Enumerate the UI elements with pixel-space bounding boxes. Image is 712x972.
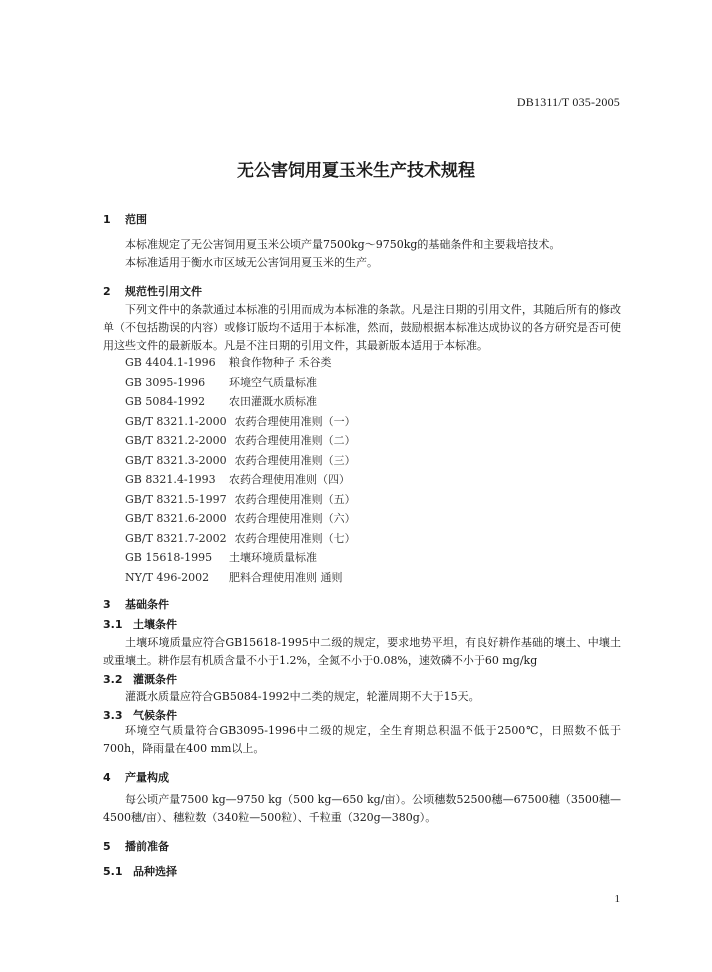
reference-code: GB/T 8321.1-2000: [125, 414, 227, 428]
references-intro-paragraph: 下列文件中的条款通过本标准的引用而成为本标准的条款。凡是注日期的引用文件，其随后所有的修改单（不包括勘误的内容）或修订版均不适用于本标准，然而，鼓励根据本标准达成协议的各方研究是否可使用这些文件的最新版本。凡是不注日期的引用文件，其最新版本适用于本标准。: [103, 303, 621, 352]
section-number: 3.2: [103, 673, 123, 686]
section-4-heading: [103, 769, 169, 785]
section-title: 基础条件: [125, 598, 169, 611]
yield-composition-paragraph: 每公顷产量7500 kg—9750 kg（500 kg—650 kg/亩）。公顷穗数52500穗—67500穗（3500穗—4500穗/亩）、穗粒数（340粒—500粒）、千粒重（320g—380g）。: [103, 793, 621, 824]
section-3-2-heading: [103, 671, 177, 687]
reference-name: 粮食作物种子 禾谷类: [229, 356, 332, 369]
reference-code: GB/T 8321.5-1997: [125, 492, 227, 506]
reference-item: [125, 451, 356, 471]
section-title: 灌溉条件: [133, 673, 177, 686]
reference-item: [125, 412, 356, 432]
section-number: 1: [103, 213, 111, 226]
section-title: 气候条件: [133, 709, 177, 722]
reference-name: 农药合理使用准则（四）: [229, 473, 350, 486]
reference-code: GB 4404.1-1996: [125, 356, 216, 369]
reference-code: GB 8321.4-1993: [125, 473, 216, 486]
reference-name: 环境空气质量标准: [229, 375, 317, 389]
reference-name: 农药合理使用准则（六）: [234, 512, 356, 525]
section-5-heading: [103, 838, 169, 854]
section-3-1-heading: [103, 616, 177, 632]
section-title: 范围: [125, 213, 147, 226]
reference-item: [125, 431, 356, 451]
section-number: 2: [103, 285, 111, 298]
reference-item: [125, 548, 356, 568]
soil-conditions-paragraph: 土壤环境质量应符合GB15618-1995中二级的规定，要求地势平坦，有良好耕作基础的壤土、中壤土或重壤土。耕作层有机质含量不小于1.2%，全氮不小于0.08%，速效磷不小于60 mg/kg: [103, 636, 621, 667]
section-title: 播前准备: [125, 840, 169, 853]
scope-paragraph-2: 本标准适用于衡水市区域无公害饲用夏玉米的生产。: [125, 256, 378, 269]
section-number: 4: [103, 771, 111, 784]
reference-item: [125, 509, 356, 529]
document-title: 无公害饲用夏玉米生产技术规程: [237, 161, 475, 181]
irrigation-conditions-paragraph: 灌溉水质量应符合GB5084-1992中二类的规定，轮灌周期不大于15天。: [125, 690, 480, 703]
section-number: 5: [103, 840, 111, 853]
reference-code: GB 5084-1992: [125, 395, 206, 408]
reference-name: 农药合理使用准则（二）: [234, 434, 356, 447]
section-title: 品种选择: [133, 865, 177, 878]
reference-code: GB/T 8321.3-2000: [125, 453, 227, 467]
section-title: 产量构成: [125, 771, 169, 784]
reference-name: 肥料合理使用准则 通则: [229, 570, 343, 584]
scope-paragraph-1: 本标准规定了无公害饲用夏玉米公顷产量7500kg～9750kg的基础条件和主要栽培技术。: [125, 238, 561, 251]
document-code: DB1311/T 035-2005: [516, 95, 620, 109]
section-2-heading: [103, 283, 202, 299]
reference-name: 农药合理使用准则（三）: [234, 453, 356, 467]
reference-code: GB/T 8321.6-2000: [125, 512, 227, 525]
section-1-heading: [103, 211, 147, 227]
reference-name: 农药合理使用准则（一）: [234, 414, 356, 428]
reference-code: GB/T 8321.7-2002: [125, 531, 227, 545]
section-3-heading: [103, 596, 169, 612]
section-number: 3.1: [103, 618, 123, 631]
reference-code: GB 15618-1995: [125, 551, 213, 564]
reference-name: 农药合理使用准则（七）: [234, 531, 356, 545]
section-number: 3: [103, 598, 111, 611]
reference-item: [125, 373, 356, 393]
reference-name: 土壤环境质量标准: [229, 551, 317, 564]
reference-item: [125, 568, 356, 588]
page-number: 1: [614, 893, 620, 905]
reference-list: [125, 353, 356, 587]
reference-name: 农田灌溉水质标准: [229, 395, 317, 408]
section-title: 规范性引用文件: [125, 285, 202, 298]
section-3-3-heading: [103, 707, 177, 723]
reference-item: [125, 392, 356, 412]
reference-code: GB/T 8321.2-2000: [125, 434, 227, 447]
section-number: 5.1: [103, 865, 123, 878]
climate-conditions-paragraph: 环境空气质量符合GB3095-1996中二级的规定，全生育期总积温不低于2500℃，日照数不低于700h，降雨量在400 mm以上。: [103, 724, 621, 755]
reference-code: GB 3095-1996: [125, 375, 206, 389]
reference-item: [125, 353, 356, 373]
reference-name: 农药合理使用准则（五）: [234, 492, 356, 506]
reference-item: [125, 470, 356, 490]
section-5-1-heading: [103, 863, 177, 879]
section-number: 3.3: [103, 709, 123, 722]
reference-item: [125, 490, 356, 510]
reference-code: NY/T 496-2002: [125, 570, 210, 584]
section-title: 土壤条件: [133, 618, 177, 631]
reference-item: [125, 529, 356, 549]
